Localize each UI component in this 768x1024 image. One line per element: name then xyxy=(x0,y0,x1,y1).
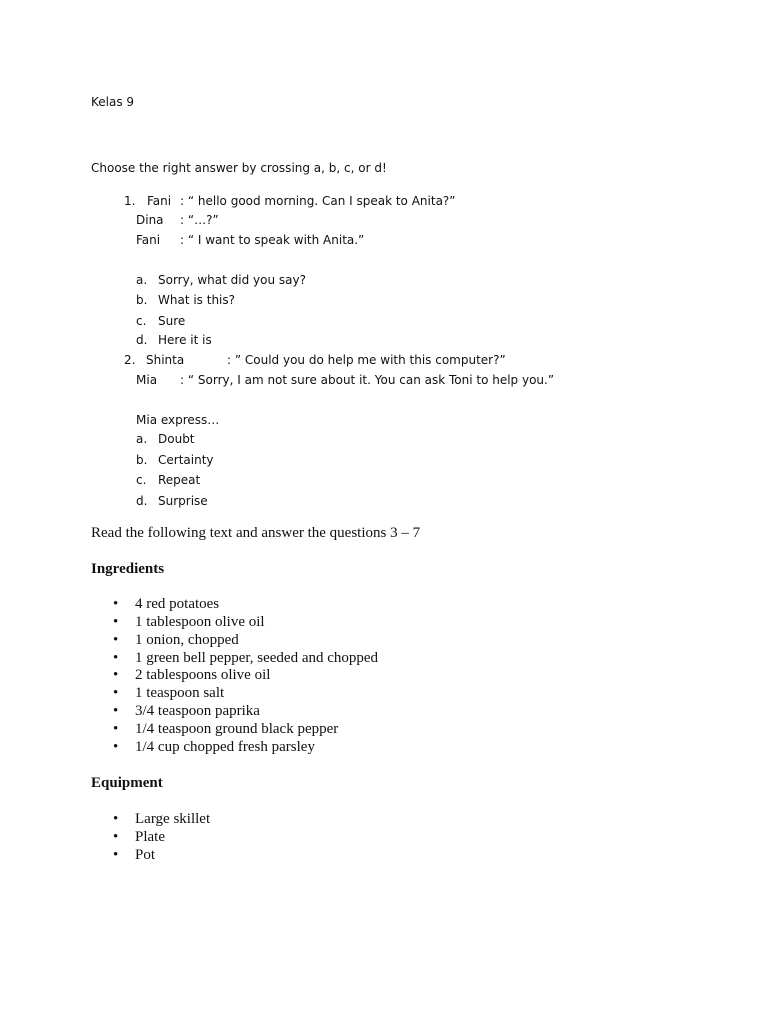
ingredient-text: 1 green bell pepper, seeded and chopped xyxy=(135,650,379,666)
option-text: Repeat xyxy=(158,473,201,487)
dialog-speaker: Mia xyxy=(136,373,158,387)
ingredient-text: 3/4 teaspoon paprika xyxy=(135,703,260,719)
ingredient-text: 4 red potatoes xyxy=(135,596,220,612)
ingredients-heading: Ingredients xyxy=(91,561,165,577)
option-letter: c. xyxy=(136,473,147,487)
equipment-text: Pot xyxy=(135,847,156,863)
dialog-speaker: Fani xyxy=(136,233,161,247)
bullet-icon: • xyxy=(113,632,119,648)
option-text: Doubt xyxy=(158,432,195,446)
dialog-line: : “ hello good morning. Can I speak to Anita?” xyxy=(180,194,456,208)
option-text: Sure xyxy=(158,314,186,328)
class-label: Kelas 9 xyxy=(91,95,135,109)
option-letter: a. xyxy=(136,273,148,287)
bullet-icon: • xyxy=(113,721,119,737)
option-text: What is this? xyxy=(158,293,236,307)
dialog-speaker: Shinta xyxy=(146,353,185,367)
ingredient-text: 1/4 teaspoon ground black pepper xyxy=(135,721,339,737)
question-number: 2. xyxy=(124,353,136,367)
equipment-heading: Equipment xyxy=(91,775,163,791)
ingredient-text: 1/4 cup chopped fresh parsley xyxy=(135,739,315,755)
ingredient-text: 1 teaspoon salt xyxy=(135,685,225,701)
ingredient-text: 2 tablespoons olive oil xyxy=(135,667,271,683)
dialog-line: : ” Could you do help me with this computer?” xyxy=(227,353,506,367)
option-letter: a. xyxy=(136,432,148,446)
equipment-text: Large skillet xyxy=(135,811,211,827)
question-prompt: Mia express… xyxy=(136,413,220,427)
bullet-icon: • xyxy=(113,685,119,701)
bullet-icon: • xyxy=(113,596,119,612)
option-letter: c. xyxy=(136,314,147,328)
option-letter: b. xyxy=(136,453,148,467)
ingredient-text: 1 onion, chopped xyxy=(135,632,239,648)
bullet-icon: • xyxy=(113,811,119,827)
option-text: Surprise xyxy=(158,494,208,508)
option-text: Certainty xyxy=(158,453,214,467)
option-letter: d. xyxy=(136,333,148,347)
question-number: 1. xyxy=(124,194,136,208)
bullet-icon: • xyxy=(113,614,119,630)
equipment-text: Plate xyxy=(135,829,165,845)
bullet-icon: • xyxy=(113,829,119,845)
dialog-line: : “…?” xyxy=(180,213,219,227)
bullet-icon: • xyxy=(113,847,119,863)
bullet-icon: • xyxy=(113,650,119,666)
bullet-icon: • xyxy=(113,703,119,719)
ingredient-text: 1 tablespoon olive oil xyxy=(135,614,265,630)
reading-intro: Read the following text and answer the questions 3 – 7 xyxy=(91,525,421,541)
dialog-line: : “ Sorry, I am not sure about it. You can ask Toni to help you.” xyxy=(180,373,555,387)
instruction-text: Choose the right answer by crossing a, b, c, or d! xyxy=(91,161,387,175)
option-letter: b. xyxy=(136,293,148,307)
dialog-speaker: Fani xyxy=(147,194,172,208)
dialog-line: : “ I want to speak with Anita.” xyxy=(180,233,365,247)
bullet-icon: • xyxy=(113,667,119,683)
bullet-icon: • xyxy=(113,739,119,755)
option-letter: d. xyxy=(136,494,148,508)
dialog-speaker: Dina xyxy=(136,213,164,227)
option-text: Here it is xyxy=(158,333,212,347)
option-text: Sorry, what did you say? xyxy=(158,273,306,287)
